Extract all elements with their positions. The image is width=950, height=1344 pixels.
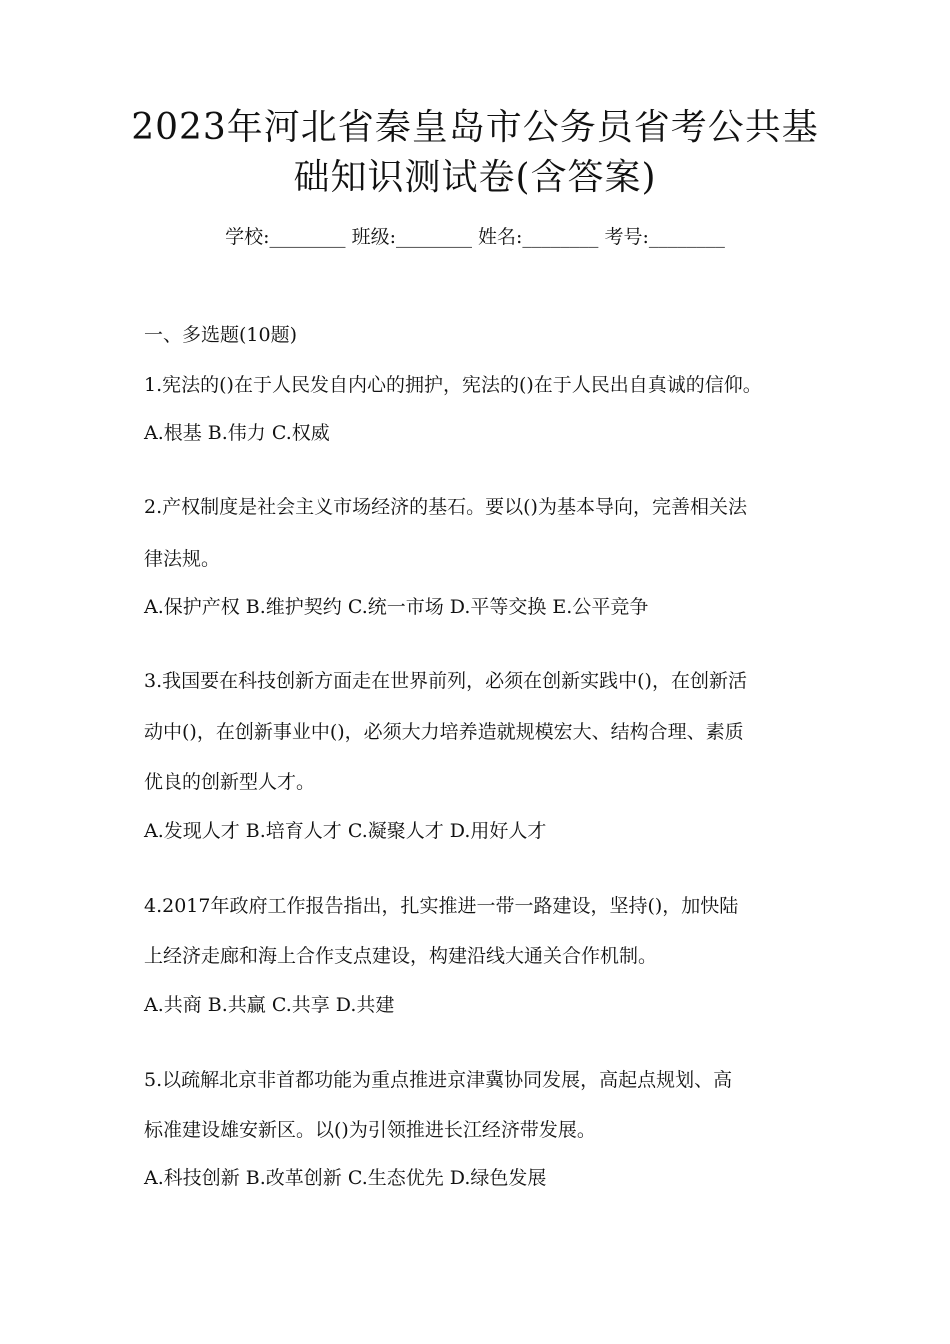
- question-1-options: A.根基 B.伟力 C.权威: [144, 422, 330, 444]
- question-3-options: A.发现人才 B.培育人才 C.凝聚人才 D.用好人才: [144, 820, 547, 842]
- question-4-options: A.共商 B.共赢 C.共享 D.共建: [144, 994, 395, 1016]
- question-2-line-1: 2.产权制度是社会主义市场经济的基石。要以()为基本导向，完善相关法: [144, 496, 747, 518]
- question-4-line-1: 4.2017年政府工作报告指出，扎实推进一带一路建设，坚持()，加快陆: [144, 895, 739, 917]
- student-info-row: 学校:________ 班级:________ 姓名:________ 考号:________: [225, 226, 725, 248]
- question-5-options: A.科技创新 B.改革创新 C.生态优先 D.绿色发展: [144, 1167, 547, 1189]
- question-2-options: A.保护产权 B.维护契约 C.统一市场 D.平等交换 E.公平竞争: [144, 596, 649, 618]
- question-3-line-1: 3.我国要在科技创新方面走在世界前列，必须在创新实践中()，在创新活: [144, 670, 747, 692]
- section-heading: 一、多选题(10题): [144, 324, 298, 346]
- document-title-line-2: 础知识测试卷(含答案): [293, 157, 657, 198]
- question-2-line-2: 律法规。: [144, 548, 221, 570]
- question-1-line-1: 1.宪法的()在于人民发自内心的拥护，宪法的()在于人民出自真诚的信仰。: [144, 374, 762, 396]
- question-3-line-3: 优良的创新型人才。: [144, 771, 316, 793]
- question-4-line-2: 上经济走廊和海上合作支点建设，构建沿线大通关合作机制。: [144, 945, 658, 967]
- question-3-line-2: 动中()，在创新事业中()，必须大力培养造就规模宏大、结构合理、素质: [144, 721, 744, 743]
- document-title-line-1: 2023年河北省秦皇岛市公务员省考公共基: [131, 107, 819, 148]
- question-5-line-2: 标准建设雄安新区。以()为引领推进长江经济带发展。: [144, 1119, 596, 1141]
- question-5-line-1: 5.以疏解北京非首都功能为重点推进京津冀协同发展，高起点规划、高: [144, 1069, 733, 1091]
